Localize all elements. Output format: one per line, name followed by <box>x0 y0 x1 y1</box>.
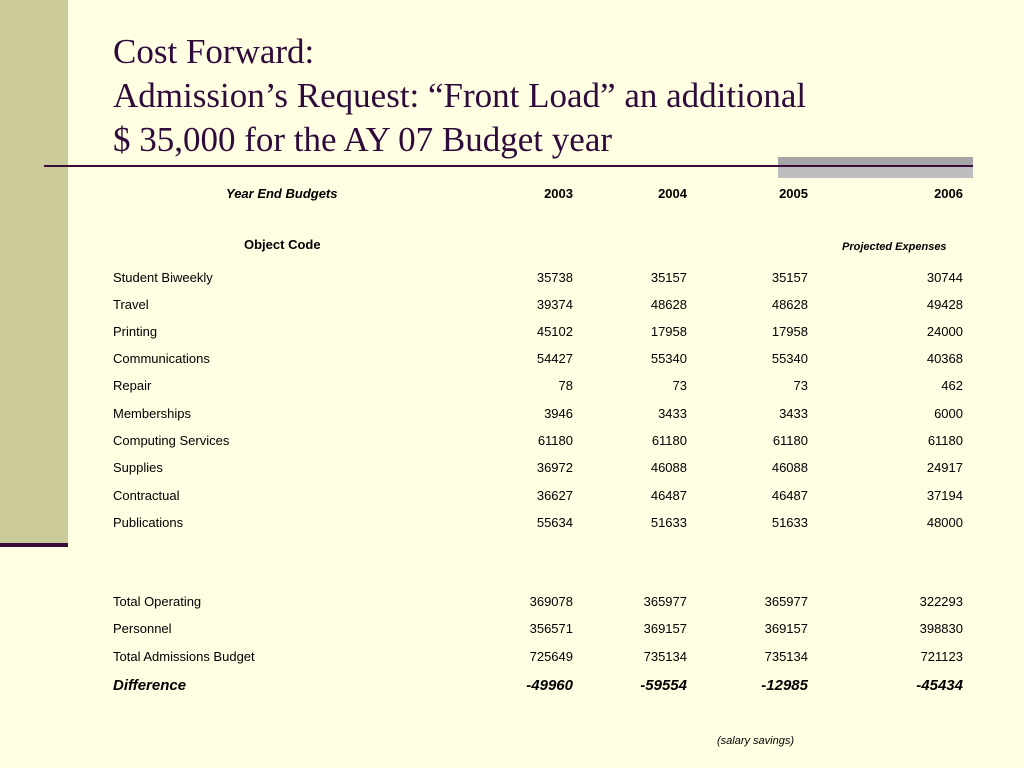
table-row-value: 61180 <box>927 433 963 448</box>
total-row-value: 725649 <box>529 649 573 664</box>
table-row-value: 51633 <box>650 515 687 530</box>
table-row-value: 30744 <box>926 270 963 285</box>
table-row-value: 48628 <box>771 297 808 312</box>
table-row-label: Communications <box>113 351 210 366</box>
difference-label: Difference <box>113 677 187 694</box>
table-row-value: 45102 <box>536 324 573 339</box>
table-row-value: 46088 <box>771 460 808 475</box>
title-line-1: Cost Forward: <box>113 32 315 71</box>
total-row-label: Personnel <box>113 621 172 636</box>
salary-savings-note: (salary savings) <box>717 735 795 747</box>
table-row-value: 37194 <box>926 488 963 503</box>
table-row-value: 73 <box>672 378 687 393</box>
table-row-value: 55634 <box>536 515 573 530</box>
table-row-value: 46487 <box>771 488 808 503</box>
table-row-value: 73 <box>793 378 808 393</box>
table-row-value: 3433 <box>658 406 687 421</box>
table-row-label: Supplies <box>113 460 163 475</box>
table-row-value: 48000 <box>926 515 963 530</box>
left-decorative-band <box>0 0 68 546</box>
table-row-label: Printing <box>113 324 158 339</box>
title-accent-bar-lower <box>778 167 973 178</box>
difference-2003: -49960 <box>526 677 573 694</box>
table-row-value: 61180 <box>772 433 808 448</box>
object-code-header: Object Code <box>244 237 321 252</box>
table-row-value: 36972 <box>536 460 573 475</box>
table-row-label: Student Biweekly <box>113 270 213 285</box>
total-row-value: 735134 <box>643 649 687 664</box>
year-header-2003: 2003 <box>544 186 573 201</box>
table-row-value: 24917 <box>926 460 963 475</box>
slide-title <box>113 30 993 162</box>
left-band-divider <box>0 543 68 547</box>
title-divider <box>44 165 973 167</box>
table-row-value: 35157 <box>771 270 808 285</box>
total-row-value: 322293 <box>919 594 963 609</box>
table-row-label: Memberships <box>113 406 192 421</box>
projected-expenses-label: Projected Expenses <box>842 241 947 253</box>
total-row-value: 369157 <box>764 621 808 636</box>
difference-2005: -12985 <box>761 677 808 694</box>
table-row-value: 3433 <box>779 406 808 421</box>
title-line-3: $ 35,000 for the AY 07 Budget year <box>113 120 613 159</box>
total-row-value: 369157 <box>643 621 687 636</box>
total-row-label: Total Operating <box>113 594 202 609</box>
total-row-value: 398830 <box>919 621 963 636</box>
total-row-value: 735134 <box>764 649 808 664</box>
table-row-label: Computing Services <box>113 433 230 448</box>
table-row-value: 49428 <box>926 297 963 312</box>
table-row-label: Travel <box>113 297 149 312</box>
total-row-value: 356571 <box>529 621 573 636</box>
table-row-value: 17958 <box>650 324 687 339</box>
title-line-2: Admission’s Request: “Front Load” an additional <box>113 76 807 115</box>
table-row-value: 3946 <box>544 406 573 421</box>
total-row-value: 365977 <box>764 594 808 609</box>
difference-2006: -45434 <box>916 677 963 694</box>
total-row-value: 721123 <box>920 649 963 664</box>
table-row-value: 51633 <box>771 515 808 530</box>
title-accent-bar <box>778 157 973 165</box>
year-end-budgets-header: Year End Budgets <box>226 186 338 201</box>
table-row-value: 48628 <box>650 297 687 312</box>
table-row-value: 55340 <box>650 351 687 366</box>
table-row-label: Contractual <box>113 488 180 503</box>
table-row-value: 35738 <box>536 270 573 285</box>
table-row-value: 40368 <box>926 351 963 366</box>
table-row-value: 61180 <box>651 433 687 448</box>
year-header-2006: 2006 <box>934 186 963 201</box>
table-row-value: 55340 <box>771 351 808 366</box>
table-row-value: 24000 <box>926 324 963 339</box>
year-header-2004: 2004 <box>658 186 687 201</box>
table-row-value: 54427 <box>536 351 573 366</box>
table-row-label: Publications <box>113 515 184 530</box>
table-row-value: 6000 <box>934 406 963 421</box>
table-row-value: 61180 <box>537 433 573 448</box>
total-row-value: 365977 <box>643 594 687 609</box>
table-row-value: 78 <box>558 378 573 393</box>
total-row-value: 369078 <box>529 594 573 609</box>
table-row-value: 35157 <box>650 270 687 285</box>
table-row-value: 46088 <box>650 460 687 475</box>
year-header-2005: 2005 <box>779 186 808 201</box>
table-row-value: 46487 <box>650 488 687 503</box>
table-row-value: 17958 <box>771 324 808 339</box>
table-row-value: 39374 <box>536 297 573 312</box>
table-row-value: 36627 <box>536 488 573 503</box>
difference-2004: -59554 <box>640 677 687 694</box>
table-row-label: Repair <box>113 378 152 393</box>
total-row-label: Total Admissions Budget <box>113 649 255 664</box>
table-row-value: 462 <box>941 378 963 393</box>
